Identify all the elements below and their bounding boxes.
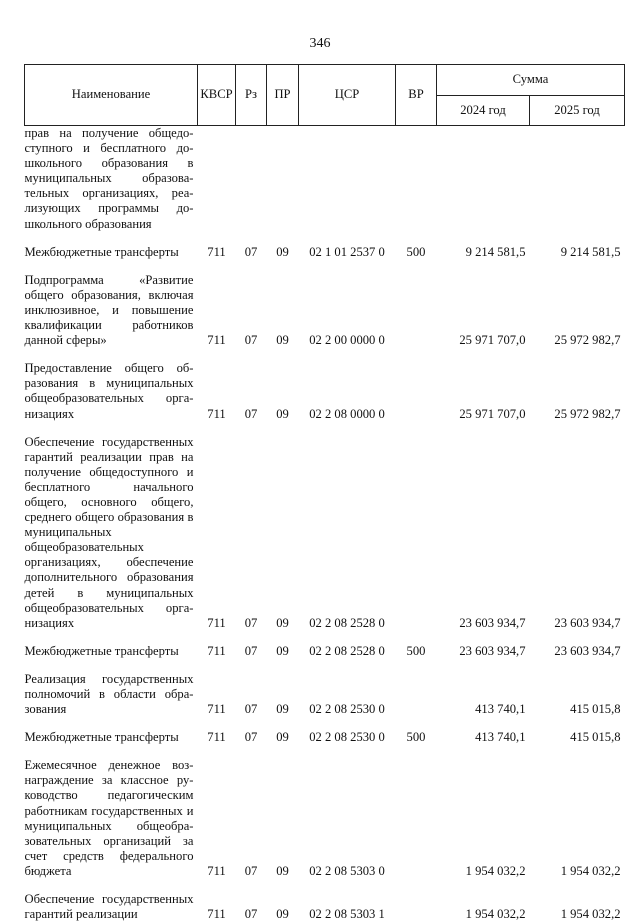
cell-vr: [396, 126, 437, 232]
cell-name: Обеспечение государственных гарантий реализации прав на получение общедоступного и бесплатного начального общего, основного общего, среднего общего образования в муниципальных общеобразовательных организациях, обеспечение дополнительного образования детей в муниципальных общеобразовательных организациях: [25, 435, 198, 631]
cell-name: Ежемесячное денежное вознаграждение за классное руководство педагогическим работникам государственных и муниципальных общеобразовательных организаций за счет средств федерального бюджета: [25, 758, 198, 879]
cell-csr: 02 1 01 2537 0: [299, 245, 396, 260]
cell-kvsr: 711: [198, 361, 236, 421]
table-row: [25, 435, 625, 631]
page-number: 346: [0, 36, 640, 52]
cell-2025: 415 015,8: [530, 672, 625, 717]
row-spacer: [25, 422, 625, 435]
budget-table: [24, 64, 625, 922]
cell-vr: [396, 361, 437, 421]
header-2024: 2024 год: [437, 96, 530, 126]
cell-csr: 02 2 08 2528 0: [299, 435, 396, 631]
cell-pr: 09: [267, 758, 299, 879]
cell-pr: [267, 126, 299, 232]
table-row: [25, 126, 625, 232]
header-pr: ПР: [267, 65, 299, 126]
cell-vr: [396, 273, 437, 348]
cell-csr: 02 2 08 2528 0: [299, 644, 396, 659]
header-vr: ВР: [396, 65, 437, 126]
table-row: [25, 892, 625, 922]
cell-kvsr: 711: [198, 758, 236, 879]
cell-pr: 09: [267, 672, 299, 717]
cell-csr: 02 2 08 2530 0: [299, 730, 396, 745]
cell-csr: 02 2 08 5303 0: [299, 758, 396, 879]
header-kvsr: КВСР: [198, 65, 236, 126]
row-spacer: [25, 717, 625, 730]
cell-csr: 02 2 08 0000 0: [299, 361, 396, 421]
row-spacer: [25, 879, 625, 892]
table-header: [25, 65, 625, 126]
cell-kvsr: 711: [198, 245, 236, 260]
row-spacer: [25, 659, 625, 672]
cell-pr: 09: [267, 361, 299, 421]
table-row: [25, 730, 625, 745]
cell-2024: 413 740,1: [437, 730, 530, 745]
cell-2025: 25 972 982,7: [530, 361, 625, 421]
cell-name: Подпрограмма «Развитие общего образования, включая инклюзивное, и повышение квалификации работников данной сферы»: [25, 273, 198, 348]
header-2025: 2025 год: [530, 96, 625, 126]
row-spacer: [25, 348, 625, 361]
cell-kvsr: 711: [198, 730, 236, 745]
cell-rz: 07: [236, 273, 267, 348]
cell-name: Межбюджетные трансферты: [25, 644, 198, 659]
table-row: [25, 672, 625, 717]
cell-rz: 07: [236, 758, 267, 879]
cell-2025: 9 214 581,5: [530, 245, 625, 260]
cell-2024: 25 971 707,0: [437, 273, 530, 348]
row-spacer: [25, 745, 625, 758]
cell-rz: 07: [236, 672, 267, 717]
cell-kvsr: [198, 126, 236, 232]
cell-2025: 23 603 934,7: [530, 435, 625, 631]
cell-csr: 02 2 00 0000 0: [299, 273, 396, 348]
cell-2024: 23 603 934,7: [437, 644, 530, 659]
cell-pr: 09: [267, 644, 299, 659]
cell-rz: 07: [236, 644, 267, 659]
header-sum: Сумма: [437, 65, 625, 96]
cell-kvsr: 711: [198, 644, 236, 659]
row-spacer: [25, 631, 625, 644]
cell-name: Предоставление общего образования в муниципальных общеобразовательных организациях: [25, 361, 198, 421]
header-rz: Рз: [236, 65, 267, 126]
cell-rz: 07: [236, 730, 267, 745]
table-row: [25, 273, 625, 348]
cell-kvsr: 711: [198, 435, 236, 631]
table-row: [25, 758, 625, 879]
cell-vr: [396, 758, 437, 879]
cell-2024: 1 954 032,2: [437, 892, 530, 922]
cell-csr: [299, 126, 396, 232]
cell-2024: 413 740,1: [437, 672, 530, 717]
cell-pr: 09: [267, 245, 299, 260]
table-row: [25, 644, 625, 659]
cell-csr: 02 2 08 2530 0: [299, 672, 396, 717]
cell-pr: 09: [267, 273, 299, 348]
cell-2024: 9 214 581,5: [437, 245, 530, 260]
row-spacer: [25, 232, 625, 245]
cell-rz: 07: [236, 892, 267, 922]
cell-kvsr: 711: [198, 672, 236, 717]
cell-2025: 1 954 032,2: [530, 758, 625, 879]
table-row: [25, 245, 625, 260]
cell-2024: 23 603 934,7: [437, 435, 530, 631]
cell-pr: 09: [267, 730, 299, 745]
cell-name: Межбюджетные трансферты: [25, 730, 198, 745]
cell-2024: [437, 126, 530, 232]
cell-kvsr: 711: [198, 273, 236, 348]
cell-csr: 02 2 08 5303 1: [299, 892, 396, 922]
cell-vr: [396, 892, 437, 922]
cell-vr: 500: [396, 245, 437, 260]
cell-name: Реализация государственных полномочий в области образования: [25, 672, 198, 717]
cell-2025: 1 954 032,2: [530, 892, 625, 922]
cell-vr: 500: [396, 730, 437, 745]
row-spacer: [25, 260, 625, 273]
cell-rz: [236, 126, 267, 232]
cell-2025: 25 972 982,7: [530, 273, 625, 348]
header-name: Наименование: [25, 65, 198, 126]
cell-2025: [530, 126, 625, 232]
cell-pr: 09: [267, 435, 299, 631]
cell-rz: 07: [236, 435, 267, 631]
cell-vr: 500: [396, 644, 437, 659]
cell-2024: 25 971 707,0: [437, 361, 530, 421]
cell-name: Обеспечение государственных гарантий реализации: [25, 892, 198, 922]
cell-pr: 09: [267, 892, 299, 922]
header-csr: ЦСР: [299, 65, 396, 126]
cell-rz: 07: [236, 361, 267, 421]
cell-name: прав на получение общедоступного и бесплатного дошкольного образования в муниципальных образовательных организациях, реализующих программы дошкольного образования: [25, 126, 198, 232]
cell-rz: 07: [236, 245, 267, 260]
table-body: [25, 126, 625, 922]
cell-2025: 415 015,8: [530, 730, 625, 745]
cell-2025: 23 603 934,7: [530, 644, 625, 659]
cell-name: Межбюджетные трансферты: [25, 245, 198, 260]
table-row: [25, 361, 625, 421]
cell-kvsr: 711: [198, 892, 236, 922]
cell-vr: [396, 672, 437, 717]
cell-vr: [396, 435, 437, 631]
cell-2024: 1 954 032,2: [437, 758, 530, 879]
